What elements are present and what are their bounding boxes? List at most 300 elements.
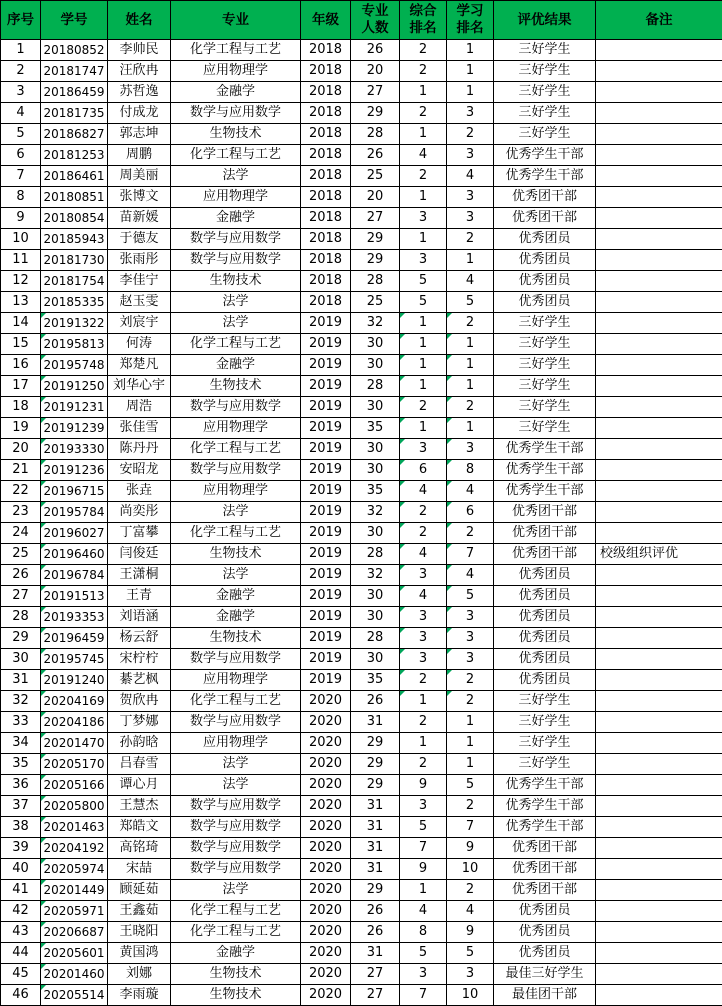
col-major-count-cell: 30 xyxy=(351,649,400,670)
col-name-cell: 郑楚凡 xyxy=(108,355,171,376)
col-grade-cell: 2018 xyxy=(301,229,351,250)
col-student-id-cell: 20181747 xyxy=(41,61,108,82)
col-major-cell: 数学与应用数学 xyxy=(171,712,301,733)
col-major-count-header: 专业人数 xyxy=(351,1,400,40)
col-student-id-cell: 20181730 xyxy=(41,250,108,271)
col-study-rank-cell: 1 xyxy=(447,733,494,754)
col-student-id-cell: 20196784 xyxy=(41,565,108,586)
col-study-rank-cell: 3 xyxy=(447,649,494,670)
col-seq-cell: 40 xyxy=(1,859,41,880)
col-major-count-cell: 27 xyxy=(351,964,400,985)
col-remark-cell xyxy=(596,145,722,166)
col-seq-cell: 14 xyxy=(1,313,41,334)
col-overall-rank-cell: 1 xyxy=(400,313,447,334)
col-overall-rank-cell: 6 xyxy=(400,460,447,481)
col-student-id-cell: 20191240 xyxy=(41,670,108,691)
col-name-cell: 宋喆 xyxy=(108,859,171,880)
col-award-cell: 三好学生 xyxy=(494,712,596,733)
col-major-count-cell: 32 xyxy=(351,313,400,334)
col-major-cell: 法学 xyxy=(171,166,301,187)
col-student-id-cell: 20195784 xyxy=(41,502,108,523)
col-major-cell: 化学工程与工艺 xyxy=(171,901,301,922)
col-major-count-cell: 30 xyxy=(351,355,400,376)
col-student-id-cell: 20196459 xyxy=(41,628,108,649)
col-name-cell: 綦艺枫 xyxy=(108,670,171,691)
col-award-cell: 优秀团干部 xyxy=(494,208,596,229)
col-seq-cell: 32 xyxy=(1,691,41,712)
col-major-cell: 应用物理学 xyxy=(171,418,301,439)
col-study-rank-cell: 1 xyxy=(447,376,494,397)
col-overall-rank-cell: 3 xyxy=(400,208,447,229)
col-name-cell: 丁梦娜 xyxy=(108,712,171,733)
col-remark-cell xyxy=(596,628,722,649)
table-row xyxy=(1,964,722,985)
col-name-cell: 苏哲逸 xyxy=(108,82,171,103)
col-name-cell: 丁富攀 xyxy=(108,523,171,544)
col-overall-rank-cell: 2 xyxy=(400,40,447,61)
col-grade-cell: 2019 xyxy=(301,481,351,502)
col-major-cell: 应用物理学 xyxy=(171,61,301,82)
col-student-id-cell: 20191239 xyxy=(41,418,108,439)
col-name-cell: 高铭琦 xyxy=(108,838,171,859)
col-student-id-cell: 20201449 xyxy=(41,880,108,901)
col-study-rank-cell: 3 xyxy=(447,439,494,460)
col-seq-cell: 24 xyxy=(1,523,41,544)
col-overall-rank-cell: 2 xyxy=(400,397,447,418)
col-major-count-cell: 25 xyxy=(351,292,400,313)
col-seq-cell: 9 xyxy=(1,208,41,229)
col-grade-cell: 2019 xyxy=(301,418,351,439)
col-seq-cell: 15 xyxy=(1,334,41,355)
col-major-count-cell: 20 xyxy=(351,187,400,208)
col-student-id-cell: 20204186 xyxy=(41,712,108,733)
col-name-cell: 贺欣冉 xyxy=(108,691,171,712)
col-major-count-cell: 25 xyxy=(351,166,400,187)
col-grade-cell: 2020 xyxy=(301,922,351,943)
col-seq-cell: 3 xyxy=(1,82,41,103)
col-major-count-cell: 28 xyxy=(351,628,400,649)
col-major-cell: 化学工程与工艺 xyxy=(171,523,301,544)
col-student-id-cell: 20195745 xyxy=(41,649,108,670)
col-award-cell: 三好学生 xyxy=(494,691,596,712)
table-row xyxy=(1,355,722,376)
col-remark-cell xyxy=(596,943,722,964)
col-major-count-cell: 28 xyxy=(351,376,400,397)
col-remark-cell xyxy=(596,40,722,61)
col-name-cell: 周鹏 xyxy=(108,145,171,166)
col-award-cell: 优秀团干部 xyxy=(494,502,596,523)
col-seq-cell: 45 xyxy=(1,964,41,985)
col-award-cell: 优秀团干部 xyxy=(494,838,596,859)
col-seq-cell: 13 xyxy=(1,292,41,313)
col-major-cell: 金融学 xyxy=(171,82,301,103)
col-name-cell: 顾延茹 xyxy=(108,880,171,901)
col-award-cell: 三好学生 xyxy=(494,376,596,397)
col-major-count-cell: 29 xyxy=(351,250,400,271)
col-major-count-cell: 30 xyxy=(351,439,400,460)
col-major-cell: 化学工程与工艺 xyxy=(171,691,301,712)
col-major-cell: 生物技术 xyxy=(171,544,301,565)
table-row xyxy=(1,376,722,397)
col-overall-rank-cell: 2 xyxy=(400,523,447,544)
col-remark-cell xyxy=(596,859,722,880)
col-grade-cell: 2020 xyxy=(301,775,351,796)
col-overall-rank-cell: 2 xyxy=(400,103,447,124)
col-seq-cell: 28 xyxy=(1,607,41,628)
col-award-cell: 优秀团员 xyxy=(494,565,596,586)
table-row xyxy=(1,481,722,502)
col-study-rank-cell: 2 xyxy=(447,691,494,712)
col-study-rank-cell: 3 xyxy=(447,628,494,649)
col-grade-cell: 2019 xyxy=(301,502,351,523)
col-grade-cell: 2020 xyxy=(301,817,351,838)
col-name-cell: 黄国鸿 xyxy=(108,943,171,964)
col-grade-cell: 2019 xyxy=(301,397,351,418)
col-grade-cell: 2019 xyxy=(301,439,351,460)
col-student-id-cell: 20204169 xyxy=(41,691,108,712)
col-major-count-cell: 27 xyxy=(351,985,400,1006)
col-study-rank-cell: 3 xyxy=(447,208,494,229)
col-major-cell: 法学 xyxy=(171,754,301,775)
col-study-rank-cell: 1 xyxy=(447,355,494,376)
table-row xyxy=(1,775,722,796)
col-award-cell: 优秀学生干部 xyxy=(494,481,596,502)
col-remark-cell xyxy=(596,775,722,796)
col-award-cell: 三好学生 xyxy=(494,40,596,61)
col-seq-cell: 36 xyxy=(1,775,41,796)
col-major-count-cell: 31 xyxy=(351,796,400,817)
col-study-rank-cell: 9 xyxy=(447,922,494,943)
col-study-rank-cell: 2 xyxy=(447,670,494,691)
col-remark-cell xyxy=(596,523,722,544)
col-overall-rank-cell: 2 xyxy=(400,754,447,775)
col-overall-rank-cell: 3 xyxy=(400,439,447,460)
col-award-cell: 优秀团员 xyxy=(494,922,596,943)
col-student-id-cell: 20186461 xyxy=(41,166,108,187)
col-overall-rank-cell: 5 xyxy=(400,292,447,313)
col-student-id-cell: 20205971 xyxy=(41,901,108,922)
col-study-rank-cell: 2 xyxy=(447,313,494,334)
header-row xyxy=(1,1,722,40)
col-student-id-cell: 20201463 xyxy=(41,817,108,838)
col-overall-rank-cell: 2 xyxy=(400,670,447,691)
col-major-cell: 生物技术 xyxy=(171,964,301,985)
col-overall-rank-cell: 2 xyxy=(400,61,447,82)
col-major-cell: 应用物理学 xyxy=(171,481,301,502)
col-student-id-cell: 20196027 xyxy=(41,523,108,544)
col-remark-cell xyxy=(596,460,722,481)
col-student-id-cell: 20205800 xyxy=(41,796,108,817)
col-name-cell: 刘娜 xyxy=(108,964,171,985)
col-study-rank-cell: 1 xyxy=(447,250,494,271)
col-study-rank-cell: 1 xyxy=(447,40,494,61)
col-name-cell: 王青 xyxy=(108,586,171,607)
table-row xyxy=(1,124,722,145)
col-student-id-cell: 20205514 xyxy=(41,985,108,1006)
col-remark-cell xyxy=(596,712,722,733)
table-row xyxy=(1,229,722,250)
col-seq-cell: 8 xyxy=(1,187,41,208)
col-award-cell: 优秀团员 xyxy=(494,901,596,922)
col-award-cell: 优秀团干部 xyxy=(494,544,596,565)
col-grade-cell: 2018 xyxy=(301,145,351,166)
col-award-cell: 优秀团干部 xyxy=(494,523,596,544)
col-name-cell: 王潇桐 xyxy=(108,565,171,586)
col-grade-cell: 2019 xyxy=(301,628,351,649)
col-major-count-cell: 29 xyxy=(351,754,400,775)
col-grade-cell: 2019 xyxy=(301,313,351,334)
col-student-id-cell: 20181735 xyxy=(41,103,108,124)
col-name-cell: 张垚 xyxy=(108,481,171,502)
col-major-count-cell: 28 xyxy=(351,271,400,292)
table-row xyxy=(1,670,722,691)
col-seq-cell: 23 xyxy=(1,502,41,523)
col-major-cell: 生物技术 xyxy=(171,628,301,649)
col-overall-rank-cell: 2 xyxy=(400,712,447,733)
table-row xyxy=(1,145,722,166)
col-seq-cell: 30 xyxy=(1,649,41,670)
col-grade-cell: 2020 xyxy=(301,838,351,859)
col-study-rank-cell: 7 xyxy=(447,817,494,838)
col-study-rank-cell: 4 xyxy=(447,166,494,187)
col-remark-cell xyxy=(596,607,722,628)
col-grade-cell: 2018 xyxy=(301,124,351,145)
col-remark-cell xyxy=(596,880,722,901)
col-remark-cell xyxy=(596,796,722,817)
col-major-count-cell: 35 xyxy=(351,481,400,502)
col-student-id-cell: 20196460 xyxy=(41,544,108,565)
table-row xyxy=(1,796,722,817)
col-grade-cell: 2019 xyxy=(301,565,351,586)
col-major-count-cell: 32 xyxy=(351,565,400,586)
col-remark-cell xyxy=(596,103,722,124)
col-major-cell: 数学与应用数学 xyxy=(171,229,301,250)
col-overall-rank-cell: 9 xyxy=(400,859,447,880)
col-major-count-cell: 31 xyxy=(351,859,400,880)
col-award-cell: 优秀团干部 xyxy=(494,187,596,208)
col-remark-cell xyxy=(596,733,722,754)
col-grade-cell: 2019 xyxy=(301,670,351,691)
col-overall-rank-cell: 1 xyxy=(400,229,447,250)
col-overall-rank-cell: 3 xyxy=(400,607,447,628)
col-student-id-cell: 20205601 xyxy=(41,943,108,964)
col-major-count-cell: 26 xyxy=(351,901,400,922)
col-study-rank-cell: 1 xyxy=(447,82,494,103)
col-grade-cell: 2019 xyxy=(301,460,351,481)
col-student-id-cell: 20193330 xyxy=(41,439,108,460)
table-row xyxy=(1,544,722,565)
col-student-id-cell: 20191322 xyxy=(41,313,108,334)
col-remark-cell xyxy=(596,964,722,985)
col-student-id-cell: 20185943 xyxy=(41,229,108,250)
col-award-cell: 优秀团员 xyxy=(494,250,596,271)
col-remark-cell xyxy=(596,754,722,775)
table-row xyxy=(1,439,722,460)
col-student-id-cell: 20196715 xyxy=(41,481,108,502)
col-overall-rank-cell: 4 xyxy=(400,544,447,565)
col-student-id-cell: 20205166 xyxy=(41,775,108,796)
col-study-rank-cell: 5 xyxy=(447,775,494,796)
col-major-cell: 数学与应用数学 xyxy=(171,460,301,481)
col-student-id-cell: 20204192 xyxy=(41,838,108,859)
col-remark-cell xyxy=(596,250,722,271)
col-award-cell: 优秀团员 xyxy=(494,586,596,607)
col-grade-cell: 2019 xyxy=(301,607,351,628)
col-major-cell: 生物技术 xyxy=(171,271,301,292)
col-study-rank-cell: 1 xyxy=(447,418,494,439)
col-major-cell: 生物技术 xyxy=(171,985,301,1006)
col-name-cell: 刘华心宇 xyxy=(108,376,171,397)
table-row xyxy=(1,838,722,859)
col-remark-cell xyxy=(596,355,722,376)
col-major-count-cell: 31 xyxy=(351,712,400,733)
table-row xyxy=(1,292,722,313)
col-award-cell: 优秀团员 xyxy=(494,670,596,691)
col-overall-rank-cell: 4 xyxy=(400,145,447,166)
col-name-cell: 王晓阳 xyxy=(108,922,171,943)
col-study-rank-cell: 3 xyxy=(447,187,494,208)
col-major-count-cell: 29 xyxy=(351,880,400,901)
col-major-cell: 化学工程与工艺 xyxy=(171,334,301,355)
col-major-count-cell: 29 xyxy=(351,733,400,754)
col-name-header: 姓名 xyxy=(108,1,171,40)
col-study-rank-cell: 3 xyxy=(447,964,494,985)
table-row xyxy=(1,460,722,481)
col-name-cell: 汪欣冉 xyxy=(108,61,171,82)
col-study-rank-cell: 4 xyxy=(447,271,494,292)
col-student-id-cell: 20180851 xyxy=(41,187,108,208)
col-overall-rank-cell: 1 xyxy=(400,124,447,145)
col-study-rank-cell: 1 xyxy=(447,334,494,355)
col-name-cell: 付成龙 xyxy=(108,103,171,124)
col-overall-rank-cell: 2 xyxy=(400,166,447,187)
col-overall-rank-cell: 1 xyxy=(400,82,447,103)
col-overall-rank-cell: 9 xyxy=(400,775,447,796)
col-major-cell: 数学与应用数学 xyxy=(171,796,301,817)
col-seq-cell: 20 xyxy=(1,439,41,460)
col-award-cell: 三好学生 xyxy=(494,334,596,355)
col-name-cell: 王慧杰 xyxy=(108,796,171,817)
col-name-cell: 李雨璇 xyxy=(108,985,171,1006)
col-study-rank-cell: 1 xyxy=(447,754,494,775)
col-name-cell: 陈丹丹 xyxy=(108,439,171,460)
col-overall-rank-cell: 5 xyxy=(400,943,447,964)
col-name-cell: 何涛 xyxy=(108,334,171,355)
col-seq-cell: 26 xyxy=(1,565,41,586)
col-major-cell: 法学 xyxy=(171,313,301,334)
col-award-cell: 优秀团干部 xyxy=(494,859,596,880)
col-major-count-cell: 35 xyxy=(351,418,400,439)
col-seq-cell: 35 xyxy=(1,754,41,775)
col-overall-rank-cell: 3 xyxy=(400,250,447,271)
col-major-cell: 应用物理学 xyxy=(171,670,301,691)
col-overall-rank-cell: 1 xyxy=(400,418,447,439)
col-major-cell: 法学 xyxy=(171,565,301,586)
col-award-cell: 三好学生 xyxy=(494,397,596,418)
col-award-cell: 三好学生 xyxy=(494,733,596,754)
col-student-id-cell: 20191236 xyxy=(41,460,108,481)
col-overall-rank-cell: 3 xyxy=(400,796,447,817)
table-row xyxy=(1,859,722,880)
col-seq-cell: 44 xyxy=(1,943,41,964)
table-row xyxy=(1,880,722,901)
col-grade-cell: 2020 xyxy=(301,754,351,775)
col-study-rank-cell: 5 xyxy=(447,292,494,313)
col-major-count-cell: 27 xyxy=(351,82,400,103)
table-row xyxy=(1,607,722,628)
col-remark-cell xyxy=(596,334,722,355)
col-seq-cell: 42 xyxy=(1,901,41,922)
table-row xyxy=(1,901,722,922)
col-seq-cell: 19 xyxy=(1,418,41,439)
col-seq-cell: 39 xyxy=(1,838,41,859)
col-award-cell: 优秀团员 xyxy=(494,649,596,670)
col-remark-cell xyxy=(596,271,722,292)
col-remark-cell xyxy=(596,208,722,229)
col-major-cell: 数学与应用数学 xyxy=(171,859,301,880)
col-seq-cell: 5 xyxy=(1,124,41,145)
col-study-rank-cell: 1 xyxy=(447,712,494,733)
col-grade-cell: 2020 xyxy=(301,733,351,754)
col-name-cell: 刘宸宇 xyxy=(108,313,171,334)
col-award-cell: 优秀学生干部 xyxy=(494,145,596,166)
col-study-rank-cell: 5 xyxy=(447,586,494,607)
col-remark-cell xyxy=(596,649,722,670)
col-remark-cell xyxy=(596,313,722,334)
col-seq-cell: 11 xyxy=(1,250,41,271)
table-row xyxy=(1,40,722,61)
col-overall-rank-cell: 4 xyxy=(400,481,447,502)
col-grade-cell: 2018 xyxy=(301,208,351,229)
col-seq-cell: 21 xyxy=(1,460,41,481)
col-major-count-cell: 30 xyxy=(351,397,400,418)
col-award-cell: 三好学生 xyxy=(494,418,596,439)
col-grade-cell: 2018 xyxy=(301,82,351,103)
col-remark-cell xyxy=(596,229,722,250)
col-major-cell: 应用物理学 xyxy=(171,187,301,208)
col-grade-cell: 2018 xyxy=(301,292,351,313)
col-major-cell: 金融学 xyxy=(171,607,301,628)
col-seq-cell: 38 xyxy=(1,817,41,838)
col-remark-cell xyxy=(596,817,722,838)
col-study-rank-cell: 3 xyxy=(447,607,494,628)
col-grade-cell: 2019 xyxy=(301,586,351,607)
col-award-cell: 优秀团员 xyxy=(494,628,596,649)
table-row xyxy=(1,271,722,292)
col-major-count-cell: 31 xyxy=(351,817,400,838)
col-study-rank-header: 学习排名 xyxy=(447,1,494,40)
col-study-rank-cell: 7 xyxy=(447,544,494,565)
col-student-id-cell: 20181253 xyxy=(41,145,108,166)
col-major-cell: 化学工程与工艺 xyxy=(171,145,301,166)
col-grade-cell: 2020 xyxy=(301,691,351,712)
table-row xyxy=(1,334,722,355)
col-overall-rank-cell: 1 xyxy=(400,376,447,397)
col-overall-rank-cell: 2 xyxy=(400,502,447,523)
col-grade-cell: 2018 xyxy=(301,271,351,292)
col-student-id-cell: 20180852 xyxy=(41,40,108,61)
table-row xyxy=(1,166,722,187)
col-overall-rank-cell: 4 xyxy=(400,586,447,607)
col-major-cell: 化学工程与工艺 xyxy=(171,40,301,61)
col-study-rank-cell: 2 xyxy=(447,796,494,817)
col-seq-cell: 22 xyxy=(1,481,41,502)
col-major-header: 专业 xyxy=(171,1,301,40)
col-award-cell: 三好学生 xyxy=(494,754,596,775)
col-grade-cell: 2020 xyxy=(301,880,351,901)
col-study-rank-cell: 2 xyxy=(447,397,494,418)
col-student-id-cell: 20206687 xyxy=(41,922,108,943)
